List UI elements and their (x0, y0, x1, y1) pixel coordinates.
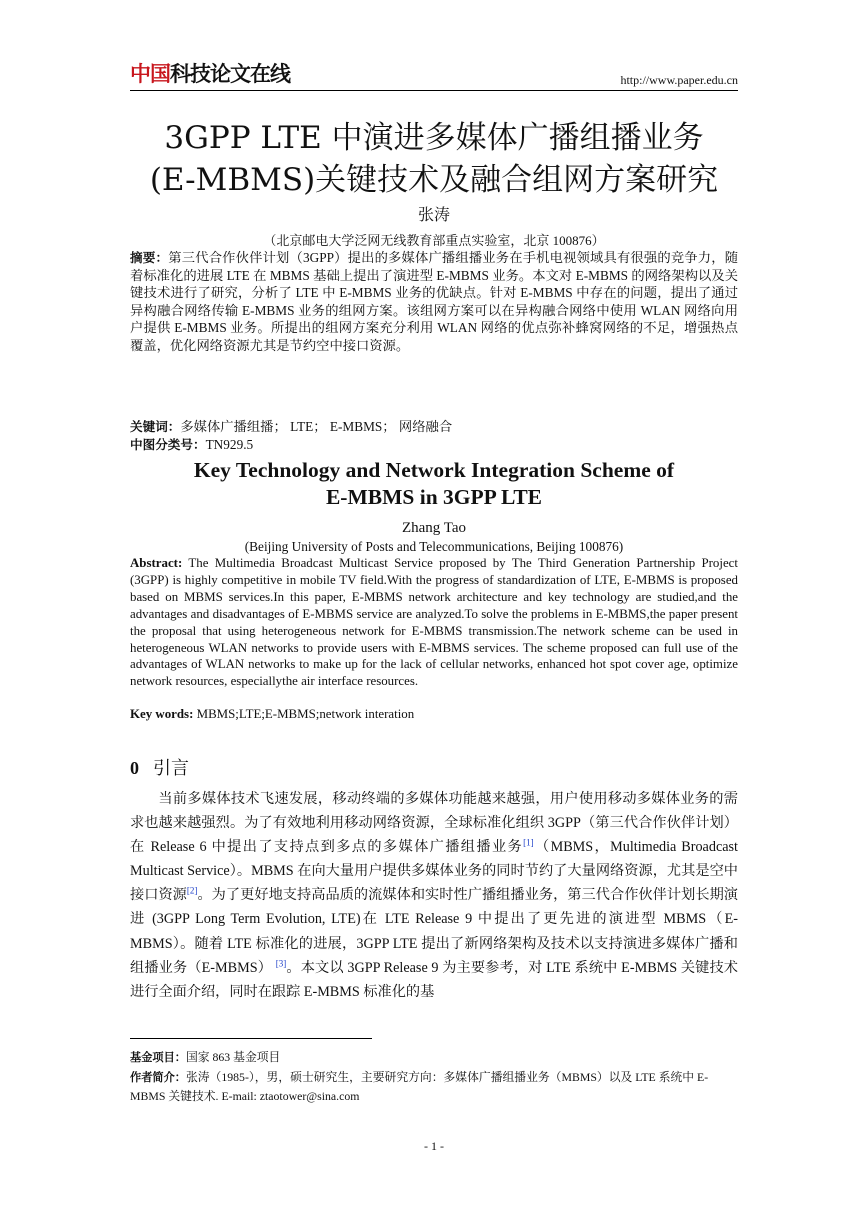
citation-1[interactable]: [1] (523, 837, 534, 848)
chinese-keywords (130, 418, 738, 436)
chinese-abstract (130, 249, 738, 355)
logo-red-text: 中国 (130, 62, 170, 86)
english-keywords (130, 706, 738, 723)
chinese-classification-label: 中图分类号： (130, 437, 206, 452)
chinese-title-line1: 3GPP LTE 中演进多媒体广播组播业务 (164, 120, 704, 156)
chinese-abstract-text: 第三代合作伙伴计划（3GPP）提出的多媒体广播组播业务在手机电视领域具有很强的竞争力，随着标准化的进展 LTE 在 MBMS 基础上提出了演进型 E-MBMS 业务。本文对 E-MBMS 的网络架构以及关键技术进行了研究，分析了 LTE 中 E-MBMS 业务的优缺点。针对 E-MBMS 中存在的问题，提出了通过异构融合网络传输 E-MBMS 业务的组网方案。该组网方案可以在异构融合网络中使用 WLAN 网络向用户提供 E-MBMS 业务。所提出的组网方案充分利用 WLAN 网络的优点弥补蜂窝网络的不足，增强热点覆盖，优化网络资源尤其是节约空中接口资源。 (130, 250, 738, 353)
footnote-author-label: 作者简介： (130, 1070, 186, 1084)
citation-3[interactable]: [3] (275, 957, 287, 968)
english-title (130, 457, 738, 511)
section-number: 0 (130, 758, 139, 778)
chinese-classification (130, 436, 738, 454)
chinese-affiliation: （北京邮电大学泛网无线教育部重点实验室，北京 100876） (263, 233, 605, 248)
page-number: - 1 - (424, 1139, 444, 1153)
chinese-abstract-label: 摘要： (130, 250, 169, 265)
chinese-title (130, 117, 738, 201)
english-keywords-label: Key words: (130, 707, 194, 721)
journal-logo (130, 62, 290, 86)
footnote-fund-text: 国家 863 基金项目 (185, 1050, 281, 1064)
english-abstract-text: The Multimedia Broadcast Multicast Service proposed by The Third Generation Partnership Project (3GPP) is highly competitive in mobile TV field.With the progress of standardization of LTE, E-MBMS is proposed based on MBMS services.In this paper, E-MBMS network architecture and key technology are studied,and the advantages and disadvantages of E-MBMS service are analyzed.To solve the problems in E-MBMS,the paper present the proposal that using heterogeneous network for E-MBMS transmission.The network scheme can be used in heterogeneous WLAN networks to provide users with E-MBMS services. The scheme proposed can full use of the advantages of WLAN networks to make up for the lack of cellular networks, enhanced hot spot cover age, optimize network resources, especiallythe air interface resources. (130, 556, 738, 689)
body-text-2: （MBMS，Multimedia Broadcast Multicast Service）。MBMS 在向大量用户提供多媒体业务的同时节约了大量网络资源，尤其是空中接口资源 (130, 839, 739, 904)
footnote-author (130, 1068, 738, 1106)
body-text-1: 当前多媒体技术飞速发展，移动终端的多媒体功能越来越强，用户使用移动多媒体业务的需求也越来越强烈。为了有效地利用移动网络资源，全球标准化组织 3GPP（第三代合作伙伴计划）在 Release 6 中提出了支持点到多点的多媒体广播组播业务 (130, 791, 738, 856)
section-title: 引言 (153, 758, 189, 778)
header-url[interactable]: http://www.paper.edu.cn (620, 73, 738, 87)
english-affiliation: (Beijing University of Posts and Telecommunications, Beijing 100876) (244, 539, 624, 554)
chinese-author: 张涛 (417, 207, 450, 224)
english-title-line2: E-MBMS in 3GPP LTE (325, 485, 543, 509)
english-author: Zhang Tao (401, 520, 467, 536)
citation-2[interactable]: [2] (186, 885, 198, 896)
section-heading (130, 757, 738, 779)
chinese-keywords-label: 关键词： (130, 419, 181, 434)
chinese-keywords-text: 多媒体广播组播； LTE； E-MBMS； 网络融合 (180, 419, 453, 434)
body-text-4: 。本文以 3GPP Release 9 为主要参考，对 LTE 系统中 E-MBMS 关键技术进行全面介绍，同时在跟踪 E-MBMS 标准化的基 (130, 959, 738, 1000)
english-abstract-label: Abstract: (130, 556, 183, 570)
page-header (130, 60, 738, 91)
footnote-fund-label: 基金项目： (130, 1051, 186, 1064)
footnotes (130, 1048, 738, 1106)
footnote-author-text: 张涛（1985-），男，硕士研究生，主要研究方向：多媒体广播组播业务（MBMS）以及 LTE 系统中 E-MBMS 关键技术. E-mail: ztaotower@sina.com (130, 1069, 709, 1103)
logo-black-text: 科技论文在线 (170, 62, 290, 86)
body-text-3: 。为了更好地支持高品质的流媒体和实时性广播组播业务，第三代合作伙伴计划长期演进 (3GPP Long Term Evolution, LTE)在 LTE Release 9 中提出了更先进的演进型 MBMS（E-MBMS）。随着 LTE 标准化的进展，3GPP LTE 提出了新网络架构及技术以支持演进多媒体广播和组播业务（E-MBMS） (130, 887, 738, 976)
chinese-classification-text: TN929.5 (205, 437, 254, 452)
english-keywords-text: MBMS;LTE;E-MBMS;network interation (196, 707, 415, 721)
footnote-divider (130, 1038, 372, 1039)
body-paragraph (130, 787, 738, 1004)
english-abstract (130, 555, 738, 690)
chinese-title-line2: (E-MBMS)关键技术及融合组网方案研究 (149, 162, 719, 198)
footnote-fund (130, 1048, 738, 1068)
english-title-line1: Key Technology and Network Integration Scheme of (193, 458, 675, 482)
